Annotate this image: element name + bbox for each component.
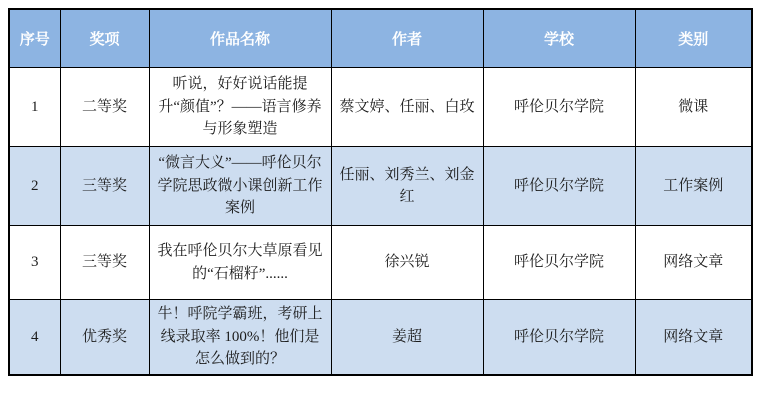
column-header-number: 序号	[9, 9, 60, 68]
cell-title: 我在呼伦贝尔大草原看见的“石榴籽”......	[149, 226, 331, 300]
cell-number: 1	[9, 68, 60, 147]
cell-award: 三等奖	[60, 147, 149, 226]
cell-number: 2	[9, 147, 60, 226]
cell-number: 3	[9, 226, 60, 300]
cell-authors: 任丽、刘秀兰、刘金红	[331, 147, 483, 226]
table-row	[9, 226, 752, 300]
header-row	[9, 9, 752, 68]
cell-category: 工作案例	[635, 147, 752, 226]
cell-school: 呼伦贝尔学院	[483, 226, 635, 300]
cell-authors: 徐兴锐	[331, 226, 483, 300]
cell-category: 网络文章	[635, 300, 752, 375]
cell-award: 二等奖	[60, 68, 149, 147]
cell-school: 呼伦贝尔学院	[483, 300, 635, 375]
cell-category: 网络文章	[635, 226, 752, 300]
cell-school: 呼伦贝尔学院	[483, 68, 635, 147]
cell-award: 三等奖	[60, 226, 149, 300]
awards-table	[8, 8, 753, 376]
cell-award: 优秀奖	[60, 300, 149, 375]
cell-authors: 姜超	[331, 300, 483, 375]
column-header-category: 类别	[635, 9, 752, 68]
table-row	[9, 300, 752, 375]
cell-number: 4	[9, 300, 60, 375]
cell-school: 呼伦贝尔学院	[483, 147, 635, 226]
column-header-title: 作品名称	[149, 9, 331, 68]
cell-title: 听说，好好说话能提升“颜值”？——语言修养与形象塑造	[149, 68, 331, 147]
column-header-authors: 作者	[331, 9, 483, 68]
column-header-school: 学校	[483, 9, 635, 68]
table-row	[9, 68, 752, 147]
cell-title: 牛！呼院学霸班，考研上线录取率 100%！他们是怎么做到的？	[149, 300, 331, 375]
table-body	[9, 68, 752, 375]
cell-title: “微言大义”——呼伦贝尔学院思政微小课创新工作案例	[149, 147, 331, 226]
column-header-award: 奖项	[60, 9, 149, 68]
cell-category: 微课	[635, 68, 752, 147]
table-header	[9, 9, 752, 68]
table-row	[9, 147, 752, 226]
cell-authors: 蔡文婷、任丽、白玫	[331, 68, 483, 147]
